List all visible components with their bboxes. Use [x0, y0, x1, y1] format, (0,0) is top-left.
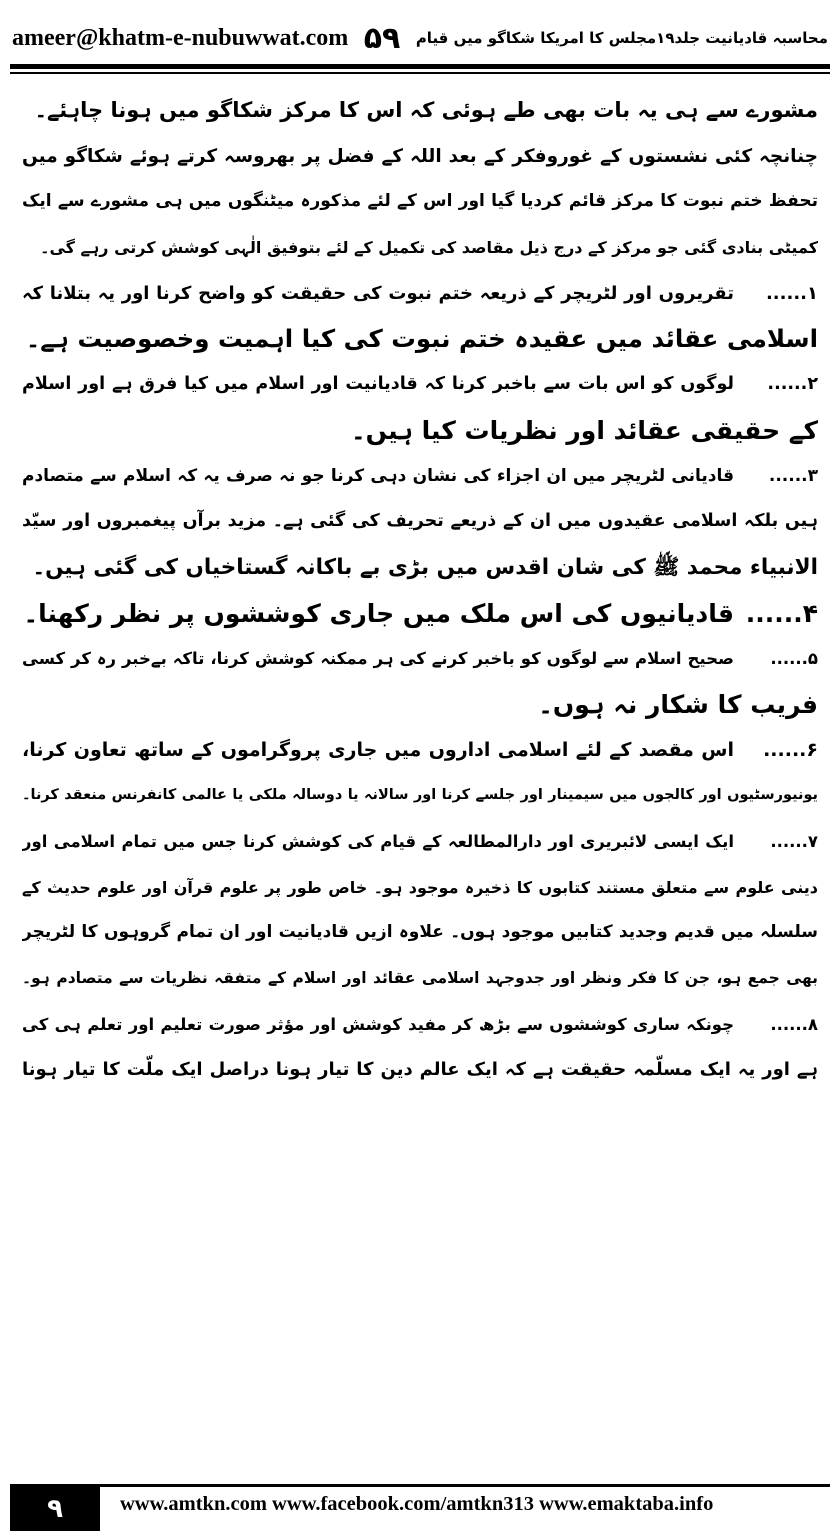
page-footer [10, 1484, 830, 1531]
item-text: تقریروں اور لٹریچر کے ذریعہ ختم نبوت کی حقیقت کو واضح کرنا اور یہ بتلانا کہ [22, 282, 734, 304]
list-item [22, 362, 818, 408]
item-continuation: بھی جمع ہو، جن کا فکر ونظر اور جدوجہد اسلامی عقائد اور اسلام کے متفقہ نظریات سے متصادم ہو۔ [22, 969, 818, 988]
page-body [22, 88, 818, 1093]
list-item [22, 819, 818, 865]
header-page-number: ۵۹ [363, 20, 401, 56]
item-text: اس مقصد کے لئے اسلامی اداروں میں جاری پروگراموں کے ساتھ تعاون کرنا، [22, 738, 734, 761]
item-number: ۸...... [770, 1014, 818, 1034]
item-text: لوگوں کو اس بات سے باخبر کرنا کہ قادیانیت اور اسلام میں کیا فرق ہے اور اسلام [22, 374, 734, 395]
item-text: چونکہ ساری کوششوں سے بڑھ کر مفید کوشش اور مؤثر صورت تعلیم اور تعلم ہی کی [22, 1014, 734, 1034]
list-item [22, 591, 818, 637]
header-rule-thick [10, 64, 830, 69]
item-number: ۷...... [770, 832, 818, 851]
footer-page-number: ۹ [10, 1487, 100, 1531]
item-number: ۲...... [767, 374, 818, 395]
item-number: ۱...... [765, 282, 818, 304]
item-number: ۵...... [770, 649, 818, 669]
item-continuation: الانبیاء محمد ﷺ کی شان اقدس میں بڑی بے باکانہ گستاخیاں کی گئی ہیں۔ [32, 554, 818, 580]
body-line: مشورے سے ہی یہ بات بھی طے ہوئی کہ اس کا مرکز شکاگو میں ہونا چاہئے۔ [34, 98, 818, 122]
header-rule-thin [10, 72, 830, 74]
body-line: چنانچہ کئی نشستوں کے غوروفکر کے بعد اللہ کے فضل پر بھروسہ کرتے ہوئے شکاگو میں [22, 145, 818, 167]
item-continuation: سلسلہ میں قدیم وجدید کتابیں موجود ہوں۔ علاوہ ازیں قادیانیت اور ان تمام گروہوں کا لٹریچر [22, 922, 818, 943]
item-number: ۴...... [745, 598, 818, 628]
list-item [22, 271, 818, 317]
item-text: قادیانی لٹریچر میں ان اجزاء کی نشان دہی کرنا جو نہ صرف یہ کہ اسلام سے متصادم [22, 465, 734, 486]
item-text: قادیانیوں کی اس ملک میں جاری کوششوں پر نظر رکھنا۔ [23, 598, 734, 628]
item-number: ۶...... [763, 738, 818, 761]
header-email: ameer@khatm-e-nubuwwat.com [12, 24, 349, 51]
page-header [12, 14, 828, 62]
list-item [22, 454, 818, 500]
list-item [22, 1002, 818, 1048]
footer-links: www.amtkn.com www.facebook.com/amtkn313 www.emaktaba.info [120, 1493, 714, 1515]
item-text: صحیح اسلام سے لوگوں کو باخبر کرنے کی ہر ممکنہ کوشش کرنا، تاکہ بےخبر رہ کر کسی [22, 649, 734, 669]
item-continuation: اسلامی عقائد میں عقیدہ ختم نبوت کی کیا اہمیت وخصوصیت ہے۔ [25, 324, 818, 354]
item-continuation: یونیورسٹیوں اور کالجوں میں سیمینار اور جلسے کرنا اور سالانہ یا دوسالہ ملکی یا عالمی کانفرنس منعقد کرنا۔ [22, 787, 818, 804]
list-item [22, 636, 818, 682]
item-continuation: ہے اور یہ ایک مسلّمہ حقیقت ہے کہ ایک عالم دین کا تیار ہونا دراصل ایک ملّت کا تیار ہونا [22, 1059, 818, 1081]
item-continuation: دینی علوم سے متعلق مستند کتابوں کا ذخیرہ موجود ہو۔ خاص طور پر علوم قرآن اور علوم حدیث کے [22, 877, 818, 897]
header-title: محاسبہ قادیانیت جلد۱۹مجلس کا امریکا شکاگو میں قیام [415, 29, 828, 47]
item-continuation: فریب کا شکار نہ ہوں۔ [538, 689, 818, 719]
item-number: ۳...... [768, 465, 818, 486]
item-text: ایک ایسی لائبریری اور دارالمطالعہ کے قیام کی کوشش کرنا جس میں تمام اسلامی اور [22, 832, 734, 851]
body-line: تحفظ ختم نبوت کا مرکز قائم کردیا گیا اور اس کے لئے مذکورہ میٹنگوں میں ہی مشورے سے ایک [22, 191, 818, 212]
item-continuation: ہیں بلکہ اسلامی عقیدوں میں ان کے ذریعے تحریف کی گئی ہے۔ مزید برآں پیغمبروں اور سیّد [22, 511, 818, 532]
list-item [22, 728, 818, 774]
item-continuation: کے حقیقی عقائد اور نظریات کیا ہیں۔ [350, 415, 818, 445]
body-line: کمیٹی بنادی گئی جو مرکز کے درج ذیل مقاصد کی تکمیل کے لئے بتوفیق الٰہی کوشش کرتی رہے گی۔ [40, 238, 818, 258]
